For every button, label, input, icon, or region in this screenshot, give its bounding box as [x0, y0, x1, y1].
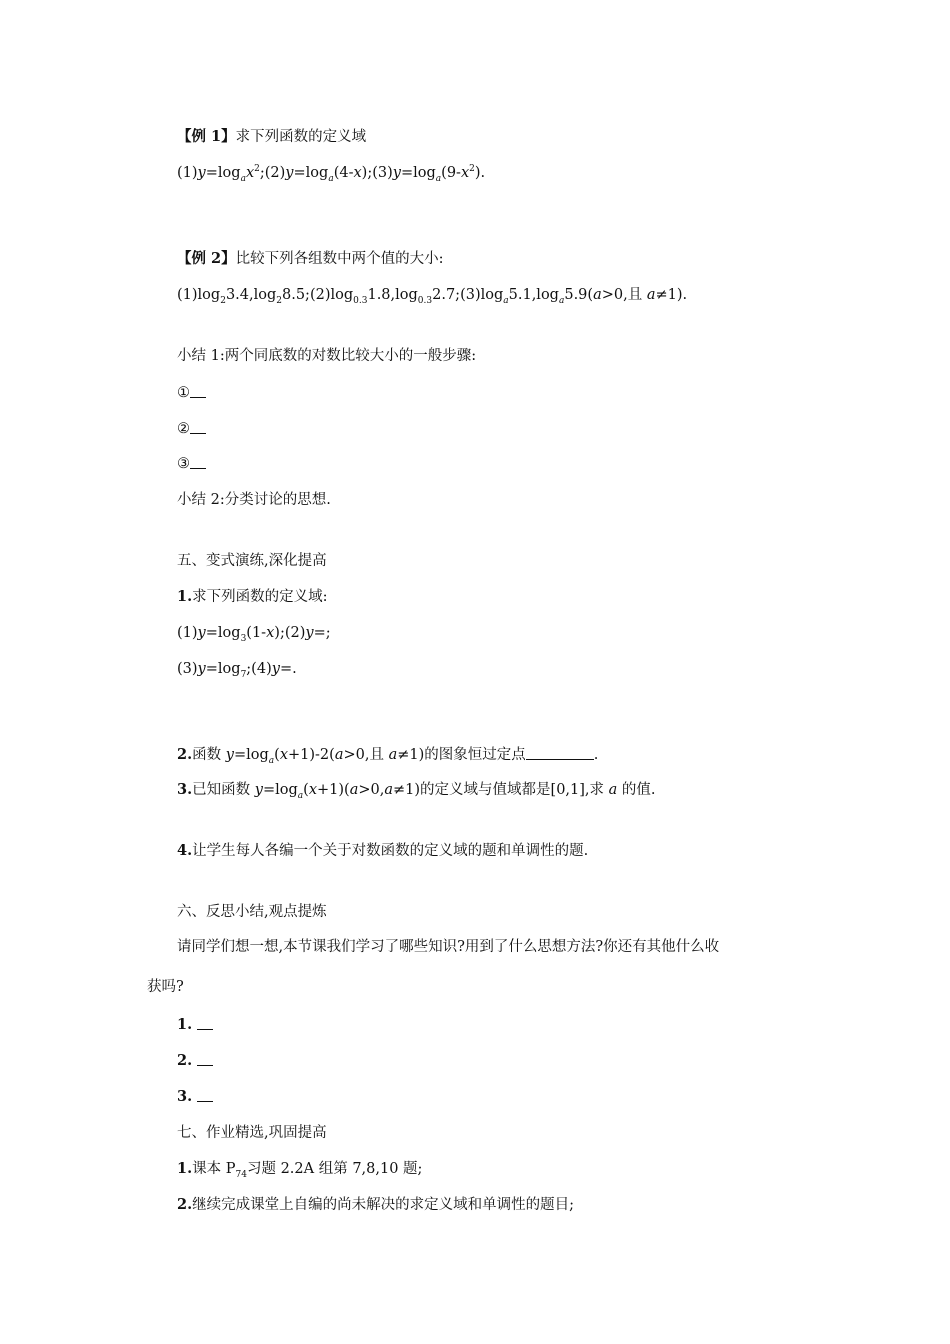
- var: x: [353, 165, 362, 181]
- example-2-problems: [177, 285, 687, 305]
- text: 继续完成课堂上自编的尚未解决的求定义域和单调性的题目;: [192, 1197, 575, 1213]
- var: a: [328, 173, 334, 184]
- summary-2: 小结 2:分类讨论的思想.: [177, 492, 331, 508]
- text: +1)(: [317, 782, 350, 798]
- item-number: 2.: [177, 1196, 193, 1213]
- subscript: 2: [220, 295, 226, 306]
- exercise-1-parts-a: [177, 623, 331, 643]
- exercise-2: [177, 745, 598, 765]
- homework-1: [177, 1159, 422, 1179]
- text: +1)-2(: [288, 747, 335, 763]
- text: =log: [262, 782, 298, 798]
- text: 让学生每人各编一个关于对数函数的定义域的题和单调性的题.: [192, 843, 589, 859]
- text: 8.5;(2)log: [282, 287, 354, 303]
- var: y: [254, 782, 263, 798]
- text: (3): [177, 661, 198, 677]
- exercise-1: [177, 587, 328, 607]
- var: y: [197, 661, 206, 677]
- exponent: 2: [254, 164, 260, 175]
- var: x: [279, 747, 288, 763]
- example-1-title: 求下列函数的定义域: [235, 129, 367, 145]
- reflection-paragraph-line-1: 请同学们想一想,本节课我们学习了哪些知识?用到了什么思想方法?你还有其他什么收: [177, 939, 720, 955]
- text: ): [361, 165, 368, 181]
- text: 已知函数: [192, 782, 255, 798]
- reflection-item-1: [177, 1015, 213, 1035]
- text: ;(3): [367, 165, 393, 181]
- text: (: [303, 782, 309, 798]
- var: a: [349, 782, 359, 798]
- text: (1-: [246, 625, 267, 641]
- var: a: [334, 747, 344, 763]
- example-2-title: 比较下列各组数中两个值的大小:: [235, 251, 444, 267]
- text: 课本 P: [192, 1161, 236, 1177]
- reflection-item-3: [177, 1087, 213, 1107]
- var: a: [593, 287, 602, 303]
- text: .: [593, 747, 599, 763]
- var: a: [558, 295, 565, 306]
- var: a: [240, 173, 246, 184]
- text: =log: [293, 165, 329, 181]
- text: ;(2): [259, 165, 286, 181]
- subscript: 0.3: [353, 295, 368, 306]
- answer-blank: [190, 454, 206, 469]
- var: x: [308, 782, 317, 798]
- text: >0,且: [343, 747, 389, 763]
- text: =log: [400, 165, 436, 181]
- text: (1): [177, 625, 198, 641]
- text: =log: [205, 625, 241, 641]
- var: a: [646, 287, 656, 303]
- example-1-heading: [177, 127, 366, 147]
- subscript: 74: [235, 1169, 247, 1180]
- text: (1): [177, 165, 198, 181]
- text: (1)log: [177, 287, 221, 303]
- text: (4-: [333, 165, 354, 181]
- var: y: [271, 661, 280, 677]
- homework-2: [177, 1195, 574, 1215]
- example-1-label: 【例 1】: [177, 128, 236, 145]
- text: =log: [205, 661, 241, 677]
- example-2-label: 【例 2】: [177, 250, 236, 267]
- text: 函数: [192, 747, 226, 763]
- text: ≠1)的图象恒过定点: [397, 747, 526, 763]
- text: 求下列函数的定义域:: [192, 589, 328, 605]
- var: y: [305, 625, 314, 641]
- text: =log: [233, 747, 269, 763]
- item-number: 4.: [177, 842, 193, 859]
- var: a: [268, 755, 275, 766]
- item-number: 3.: [177, 781, 193, 798]
- answer-blank: [197, 1087, 213, 1102]
- text: ≠1).: [655, 287, 688, 303]
- subscript: 7: [240, 669, 247, 680]
- var: a: [297, 790, 304, 801]
- text: >0,: [358, 782, 385, 798]
- step-1: [177, 383, 206, 403]
- answer-blank: [197, 1015, 213, 1030]
- item-number: 1.: [177, 1016, 193, 1033]
- var: a: [608, 782, 618, 798]
- item-number: 3.: [177, 1088, 193, 1105]
- var: y: [197, 625, 206, 641]
- var: y: [225, 747, 234, 763]
- var: a: [435, 173, 442, 184]
- text: 习题 2.2A 组第 7,8,10 题;: [246, 1161, 423, 1177]
- item-number: 2.: [177, 746, 193, 763]
- text: =.: [279, 661, 297, 677]
- section-7-title: 七、作业精选,巩固提高: [177, 1125, 327, 1141]
- exercise-4: [177, 841, 588, 861]
- text: (9-: [441, 165, 461, 181]
- text: 2.7;(3)log: [432, 287, 504, 303]
- subscript: 2: [276, 295, 282, 306]
- circled-number: ③: [177, 456, 190, 472]
- subscript: 0.3: [417, 295, 433, 306]
- exercise-1-parts-b: [177, 659, 297, 679]
- circled-number: ①: [177, 385, 190, 401]
- text: >0,且: [601, 287, 647, 303]
- var: a: [388, 747, 398, 763]
- text: 5.1,log: [508, 287, 559, 303]
- var: x: [266, 625, 275, 641]
- answer-blank: [190, 419, 206, 434]
- example-1-problems: [177, 163, 485, 183]
- text: ≠1)的定义域与值域都是[0,1],求: [393, 782, 609, 798]
- text: );(2): [274, 625, 306, 641]
- var: x: [460, 165, 470, 181]
- var: y: [392, 165, 401, 181]
- text: 5.9(: [564, 287, 594, 303]
- var: y: [197, 165, 206, 181]
- section-5-title: 五、变式演练,深化提高: [177, 553, 327, 569]
- exponent: 2: [469, 164, 475, 175]
- var: x: [245, 165, 255, 181]
- item-number: 1.: [177, 588, 193, 605]
- step-3: [177, 454, 206, 474]
- text: ;(4): [246, 661, 272, 677]
- answer-blank: [190, 383, 206, 398]
- text: ).: [474, 165, 486, 181]
- item-number: 2.: [177, 1052, 193, 1069]
- circled-number: ②: [177, 421, 190, 437]
- example-2-heading: [177, 249, 444, 269]
- item-number: 1.: [177, 1160, 193, 1177]
- var: a: [384, 782, 393, 798]
- step-2: [177, 419, 206, 439]
- answer-blank: [197, 1051, 213, 1066]
- text: 1.8,log: [367, 287, 418, 303]
- text: (: [274, 747, 280, 763]
- var: y: [285, 165, 294, 181]
- text: =log: [205, 165, 241, 181]
- var: a: [503, 295, 509, 306]
- reflection-item-2: [177, 1051, 213, 1071]
- subscript: 3: [240, 633, 247, 644]
- text: 3.4,log: [225, 287, 277, 303]
- exercise-3: [177, 780, 656, 800]
- reflection-paragraph-line-2: 获吗?: [147, 979, 184, 995]
- summary-1: 小结 1:两个同底数的对数比较大小的一般步骤:: [177, 348, 477, 364]
- section-6-title: 六、反思小结,观点提炼: [177, 904, 327, 920]
- text: =;: [313, 625, 331, 641]
- text: 的值.: [617, 782, 656, 798]
- answer-blank: [526, 745, 594, 760]
